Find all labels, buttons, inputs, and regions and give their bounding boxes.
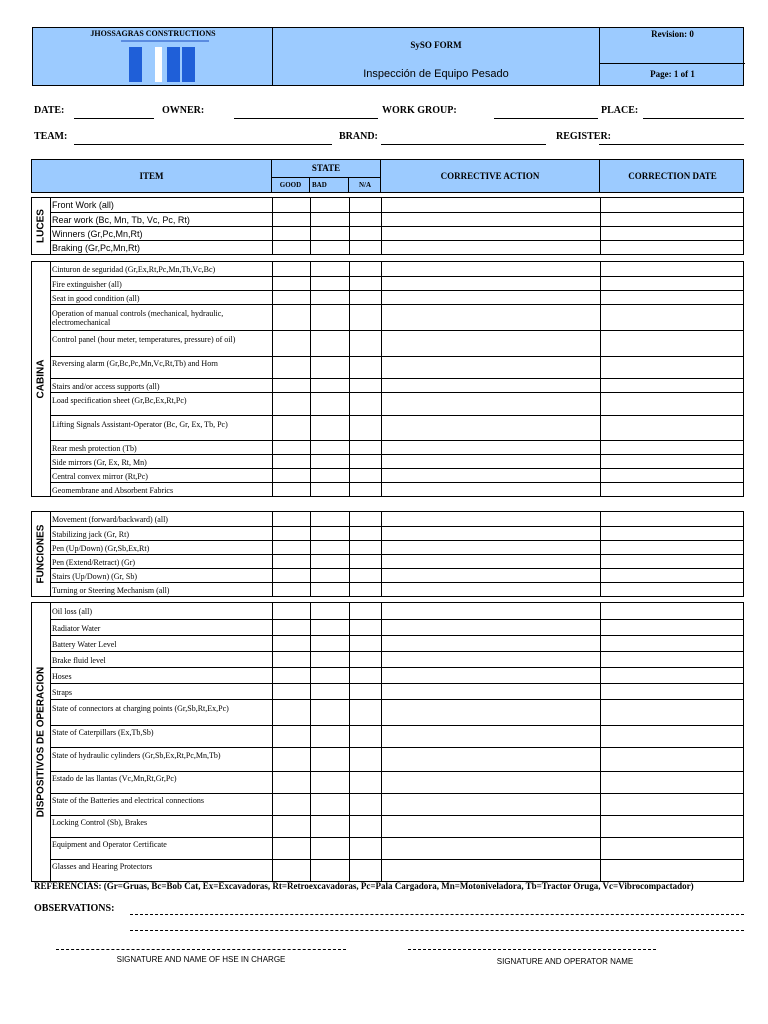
correction-date-label: CORRECTION DATE [628, 171, 717, 181]
table-row [50, 454, 743, 469]
table-row [50, 526, 743, 541]
corrective-action-header [381, 160, 600, 192]
table-row [50, 304, 743, 331]
correction-date-header [600, 160, 745, 192]
na-header: N/A [358, 181, 372, 189]
item-label: Glasses and Hearing Protectors [52, 862, 153, 871]
table-row [50, 837, 743, 860]
brand-label: BRAND: [339, 131, 378, 142]
table-row [50, 330, 743, 357]
form-subtitle: Inspección de Equipo Pesado [363, 68, 509, 80]
item-label: Lifting Signals Assistant-Operator (Bc, Gr, Ex, Tb, Pc) [52, 420, 228, 429]
state-header-label: STATE [311, 163, 341, 173]
item-label: Stairs (Up/Down) (Gr, Sb) [52, 572, 138, 581]
item-label: Fire extinguisher (all) [52, 280, 122, 289]
divider [600, 63, 745, 64]
item-label: Operation of manual controls (mechanical, hydraulic, electromechanical [52, 309, 224, 327]
item-label: Rear work (Bc, Mn, Tb, Vc, Pc, Rt) [52, 215, 190, 225]
item-label: Estado de las llantas (Vc,Mn,Rt,Gr,Pc) [52, 774, 177, 783]
register-field[interactable] [599, 144, 744, 145]
table-row [50, 440, 743, 455]
section-cabina [31, 261, 744, 497]
date-label: DATE: [34, 105, 65, 116]
item-label: Winners (Gr,Pc,Mn,Rt) [52, 229, 143, 239]
item-label: Cinturon de seguridad (Gr,Ex,Rt,Pc,Mn,Tb,Vc,Bc) [52, 265, 216, 274]
item-label: Movement (forward/backward) (all) [52, 515, 168, 524]
item-label: State of Caterpillars (Ex,Tb,Sb) [52, 728, 154, 737]
section-label-text: LUCES [35, 209, 47, 243]
table-row [50, 603, 743, 619]
company-cell [33, 28, 273, 85]
item-label: Seat in good condition (all) [52, 294, 140, 303]
corrective-action-label: CORRECTIVE ACTION [440, 171, 540, 181]
table-row [50, 771, 743, 794]
company-name: JHOSSAGRAS CONSTRUCTIONS [90, 29, 216, 38]
item-label: Geomembrane and Absorbent Fabrics [52, 486, 174, 495]
section-label-text: FUNCIONES [35, 524, 47, 584]
item-label: Hoses [52, 672, 72, 681]
revision-cell [600, 28, 745, 85]
item-label: Pen (Extend/Retract) (Gr) [52, 558, 136, 567]
team-label: TEAM: [34, 131, 68, 142]
good-header: GOOD [272, 177, 310, 192]
table-row [50, 226, 743, 241]
company-logo [167, 47, 180, 82]
table-header [31, 159, 744, 193]
table-row [50, 540, 743, 555]
date-field[interactable] [74, 118, 154, 119]
item-label: Stairs and/or access supports (all) [52, 382, 160, 391]
table-row [50, 468, 743, 483]
observations-label: OBSERVATIONS: [34, 903, 115, 914]
item-label: Pen (Up/Down) (Gr,Sb,Ex,Rt) [52, 544, 150, 553]
section-label-text: CABINA [35, 359, 47, 399]
section-luces [31, 197, 744, 255]
observations-line[interactable] [130, 914, 744, 915]
item-label: Load specification sheet (Gr,Bc,Ex,Rt,Pc) [52, 396, 187, 405]
item-header-label: ITEM [139, 171, 164, 181]
table-row [50, 356, 743, 379]
item-label: Rear mesh protection (Tb) [52, 444, 137, 453]
table-row [50, 276, 743, 291]
page-number: Page: 1 of 1 [650, 69, 695, 79]
section-label-text: DISPOSITIVOS DE OPERACION [35, 666, 47, 818]
table-row [50, 212, 743, 227]
form-title-cell [273, 28, 600, 85]
section-label [32, 262, 50, 496]
section-funciones [31, 511, 744, 597]
table-row [50, 378, 743, 393]
table-row [50, 667, 743, 684]
item-label: Turning or Steering Mechanism (all) [52, 586, 170, 595]
item-label: Equipment and Operator Certificate [52, 840, 167, 849]
form-title: SySO FORM [410, 40, 462, 50]
place-field[interactable] [643, 118, 744, 119]
item-label: Brake fluid level [52, 656, 106, 665]
state-header [272, 160, 381, 192]
table-row [50, 392, 743, 416]
item-label: Stabilizing jack (Gr, Rt) [52, 530, 129, 539]
item-label: Locking Control (Sb), Brakes [52, 818, 148, 827]
item-label: Control panel (hour meter, temperatures, pressure) of oil) [52, 335, 236, 344]
company-logo [155, 47, 162, 82]
table-row [50, 482, 743, 497]
item-label: State of hydraulic cylinders (Gr,Sb,Ex,Rt,Pc,Mn,Tb) [52, 751, 221, 760]
table-row [50, 815, 743, 838]
item-label: State of the Batteries and electrical connections [52, 796, 204, 805]
table-row [50, 725, 743, 748]
company-logo [129, 47, 142, 82]
table-row [50, 568, 743, 583]
item-label: Braking (Gr,Pc,Mn,Rt) [52, 243, 141, 253]
item-header [32, 160, 272, 192]
section-dispositivos [31, 602, 744, 882]
item-label: State of connectors at charging points (Gr,Sb,Rt,Ex,Pc) [52, 704, 229, 713]
table-row [50, 198, 743, 212]
observations-line[interactable] [130, 930, 744, 931]
table-row [50, 651, 743, 668]
brand-field[interactable] [381, 144, 546, 145]
references-text: REFERENCIAS: (Gr=Gruas, Bc=Bob Cat, Ex=Excavadoras, Rt=Retroexcavadoras, Pc=Pala Cargadora, Mn=Motoniveladora, Tb=Tractor Oruga, Vc=Vibrocompactador) [34, 881, 694, 891]
hse-signature-label: SIGNATURE AND NAME OF HSE IN CHARGE [116, 955, 286, 964]
item-label: Central convex mirror (Rt,Pc) [52, 472, 148, 481]
item-label: Oil loss (all) [52, 607, 92, 616]
item-label: Radiator Water [52, 624, 101, 633]
bad-header: BAD [310, 177, 349, 192]
table-row [50, 554, 743, 569]
operator-signature-label: SIGNATURE AND OPERATOR NAME [496, 957, 634, 966]
table-row [50, 262, 743, 276]
logo-underline [121, 40, 209, 42]
operator-signature-line[interactable] [408, 949, 656, 950]
work-group-label: WORK GROUP: [382, 105, 457, 116]
section-label [32, 512, 50, 596]
item-label: Front Work (all) [52, 200, 114, 210]
section-label [32, 603, 50, 881]
item-label: Side mirrors (Gr, Ex, Rt, Mn) [52, 458, 147, 467]
work-group-field[interactable] [494, 118, 598, 119]
form-header [32, 27, 744, 86]
table-row [50, 859, 743, 882]
table-row [50, 415, 743, 441]
table-row [50, 582, 743, 597]
table-row [50, 619, 743, 636]
place-label: PLACE: [601, 105, 639, 116]
owner-label: OWNER: [162, 105, 205, 116]
table-row [50, 512, 743, 526]
item-label: Straps [52, 688, 72, 697]
owner-field[interactable] [234, 118, 378, 119]
revision-text: Revision: 0 [651, 29, 694, 39]
team-field[interactable] [74, 144, 332, 145]
item-label: Reversing alarm (Gr,Bc,Pc,Mn,Vc,Rt,Tb) and Horn [52, 359, 218, 368]
section-label [32, 198, 50, 254]
table-row [50, 683, 743, 700]
company-logo [182, 47, 195, 82]
table-row [50, 793, 743, 816]
item-label: Battery Water Level [52, 640, 117, 649]
table-row [50, 290, 743, 305]
table-row [50, 240, 743, 255]
table-row [50, 699, 743, 726]
register-label: REGISTER: [556, 131, 612, 142]
table-row [50, 635, 743, 652]
table-row [50, 747, 743, 772]
hse-signature-line[interactable] [56, 949, 346, 950]
